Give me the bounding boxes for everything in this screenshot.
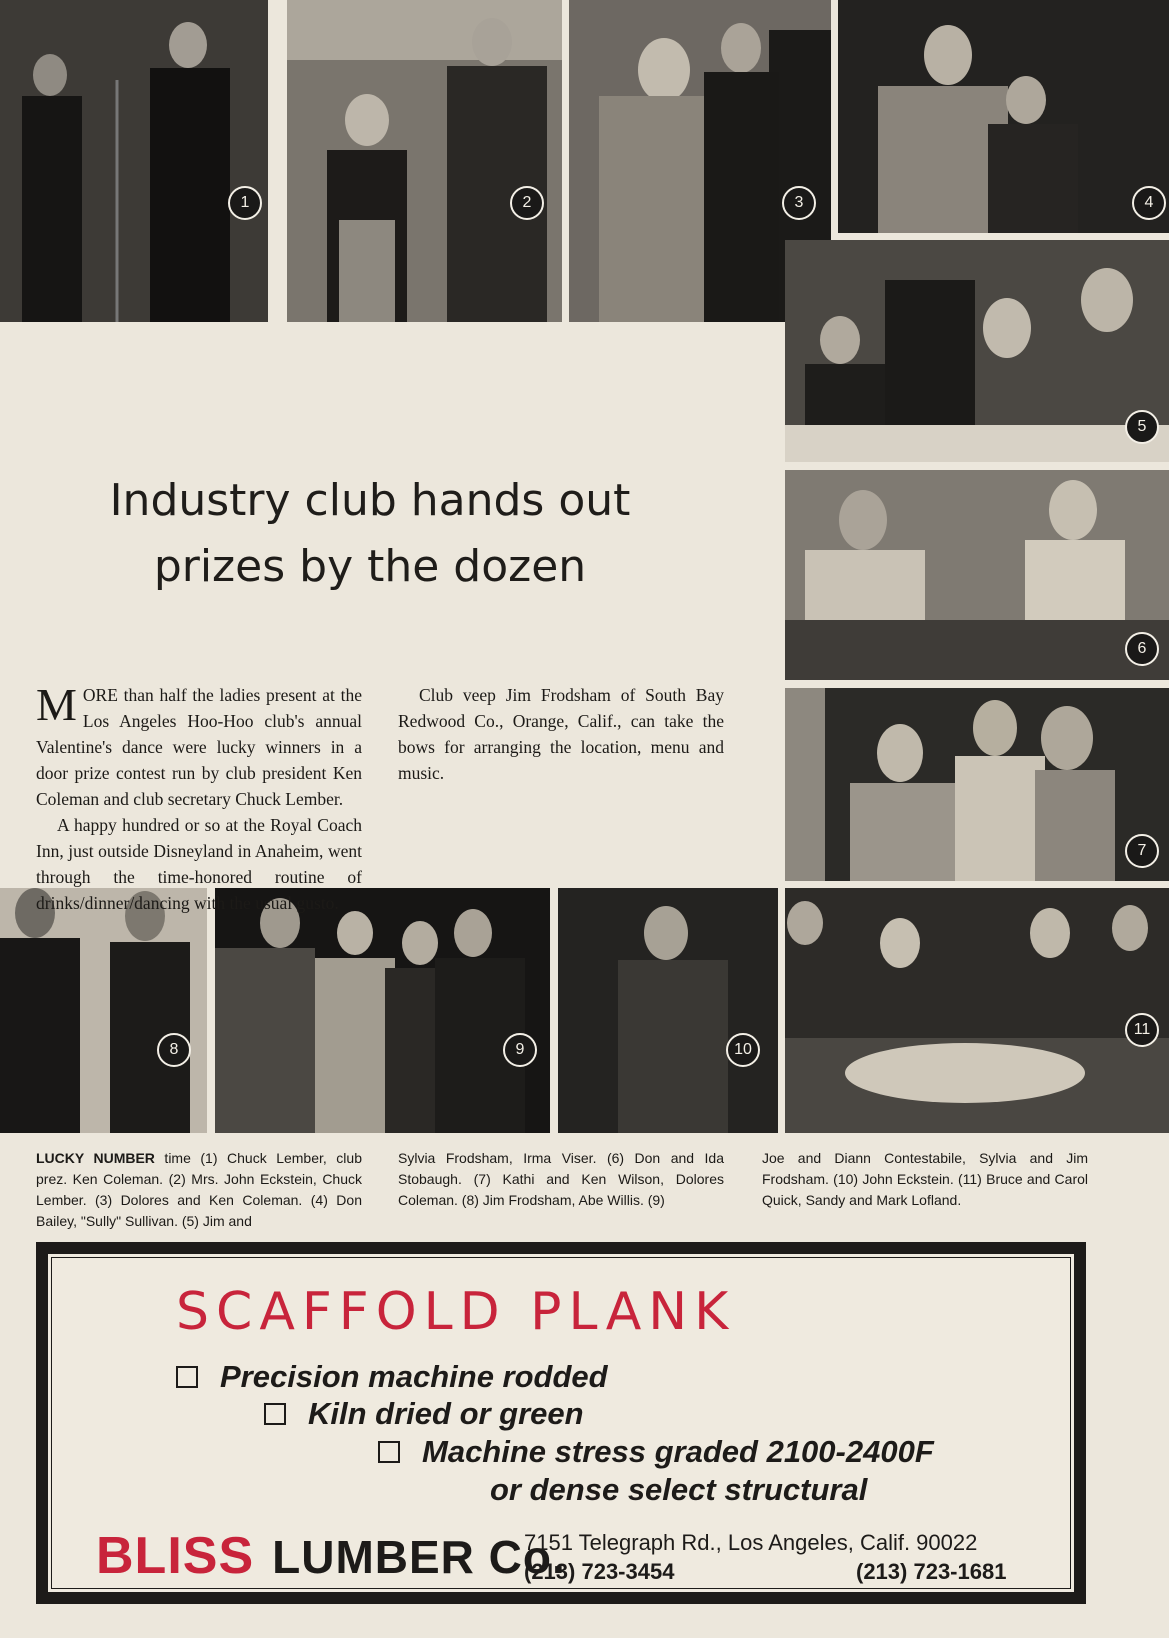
photo-10 xyxy=(558,888,778,1133)
photo-4-scene xyxy=(838,0,1169,233)
photo-8 xyxy=(0,888,207,1133)
article-headline xyxy=(90,468,650,600)
photo-7-scene xyxy=(785,688,1169,881)
photo-number-badge: 3 xyxy=(782,186,816,220)
ad-phone-1: (213) 723-3454 xyxy=(524,1559,675,1584)
article-paragraph-2 xyxy=(36,812,362,916)
checkbox-icon xyxy=(378,1441,400,1463)
photo-1-scene xyxy=(0,0,268,322)
photo-8-scene xyxy=(0,888,207,1133)
photo-11 xyxy=(785,888,1169,1133)
ad-title: SCAFFOLD PLANK xyxy=(176,1282,736,1342)
photo-1 xyxy=(0,0,268,322)
advertisement xyxy=(36,1242,1086,1604)
article-body-col-1 xyxy=(36,679,362,916)
paragraph-1-text: ORE than half the ladies present at the Los Angeles Hoo-Hoo club's annual Valentine's dance were lucky winners in a door prize contest run by club president Ken Coleman and club secretary Chuck Lember. xyxy=(36,685,362,809)
ad-feature-1 xyxy=(176,1359,608,1395)
photo-number-badge: 5 xyxy=(1125,410,1159,444)
photo-5-scene xyxy=(785,240,1169,462)
brand-main: BLISS xyxy=(96,1527,255,1585)
photo-11-scene xyxy=(785,888,1169,1133)
ad-feature-4-text: or dense select structural xyxy=(490,1472,868,1507)
photo-4 xyxy=(838,0,1169,233)
photo-6-scene xyxy=(785,470,1169,680)
caption-col-1-text: time (1) Chuck Lember, club prez. Ken Coleman. (2) Mrs. John Eckstein, Chuck Lember. (3) Dolores and Ken Coleman. (4) Don Bailey, "Sully" Sullivan. (5) Jim and xyxy=(36,1150,362,1229)
photo-number-badge: 10 xyxy=(726,1033,760,1067)
checkbox-icon xyxy=(176,1366,198,1388)
ad-phone-2: (213) 723-1681 xyxy=(856,1559,1007,1584)
photo-number-badge: 8 xyxy=(157,1033,191,1067)
caption-lead: LUCKY NUMBER xyxy=(36,1150,155,1166)
caption-col-2-text: Sylvia Frodsham, Irma Viser. (6) Don and Ida Stobaugh. (7) Kathi and Ken Wilson, Dolores Coleman. (8) Jim Frodsham, Abe Willis. (9) xyxy=(398,1150,724,1208)
brand-rest: LUMBER Co. xyxy=(272,1531,566,1583)
photo-6 xyxy=(785,470,1169,680)
photo-number-badge: 1 xyxy=(228,186,262,220)
ad-feature-2-text: Kiln dried or green xyxy=(308,1396,584,1431)
paragraph-2-text: A happy hundred or so at the Royal Coach Inn, just outside Disneyland in Anaheim, went through the time-honored routine of drinks/dinner/dancing with the usual gusto. xyxy=(36,815,362,913)
photo-2-scene xyxy=(287,0,562,322)
photo-2 xyxy=(287,0,562,322)
ad-brand xyxy=(96,1526,566,1586)
drop-cap: M xyxy=(36,679,77,730)
headline-line-2: prizes by the dozen xyxy=(153,541,587,592)
article-paragraph-1 xyxy=(36,679,362,812)
photo-number-badge: 11 xyxy=(1125,1013,1159,1047)
headline-line-1: Industry club hands out xyxy=(109,475,631,526)
checkbox-icon xyxy=(264,1403,286,1425)
ad-feature-1-text: Precision machine rodded xyxy=(220,1359,608,1394)
paragraph-3-text: Club veep Jim Frodsham of South Bay Redwood Co., Orange, Calif., can take the bows for arranging the location, menu and music. xyxy=(398,685,724,783)
caption-col-3-text: Joe and Diann Contestabile, Sylvia and Jim Frodsham. (10) John Eckstein. (11) Bruce and Carol Quick, Sandy and Mark Lofland. xyxy=(762,1150,1088,1208)
ad-feature-3-continued xyxy=(490,1472,867,1508)
photo-number-badge: 7 xyxy=(1125,834,1159,868)
photo-number-badge: 4 xyxy=(1132,186,1166,220)
article-paragraph-3 xyxy=(398,682,724,786)
photo-9-scene xyxy=(215,888,550,1133)
ad-feature-3 xyxy=(378,1434,934,1470)
photo-10-scene xyxy=(558,888,778,1133)
caption-col-2 xyxy=(398,1148,724,1211)
photo-7 xyxy=(785,688,1169,881)
ad-address: 7151 Telegraph Rd., Los Angeles, Calif. 90022 xyxy=(524,1530,978,1555)
photo-5 xyxy=(785,240,1169,462)
caption-col-1 xyxy=(36,1148,362,1232)
article-body-col-2 xyxy=(398,682,724,786)
photo-number-badge: 2 xyxy=(510,186,544,220)
photo-number-badge: 6 xyxy=(1125,632,1159,666)
photo-number-badge: 9 xyxy=(503,1033,537,1067)
caption-col-3 xyxy=(762,1148,1088,1211)
ad-feature-3-text: Machine stress graded 2100-2400F xyxy=(422,1434,934,1469)
ad-feature-2 xyxy=(264,1396,584,1432)
photo-9 xyxy=(215,888,550,1133)
